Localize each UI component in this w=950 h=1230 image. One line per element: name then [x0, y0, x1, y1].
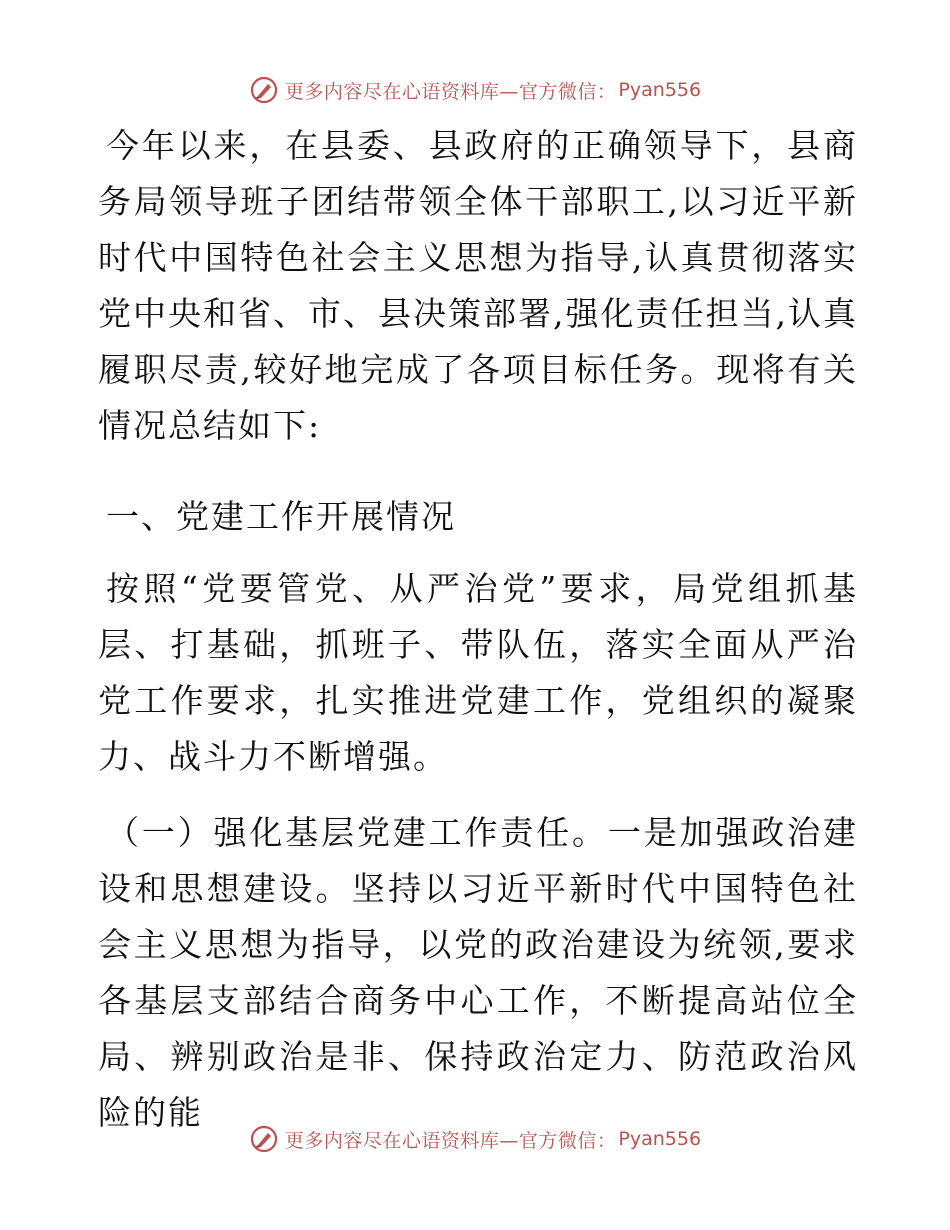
- section-heading-party-building: 一、党建工作开展情况: [106, 497, 456, 536]
- watermark-wechat-id: Pyan556: [618, 79, 702, 101]
- watermark-text: 更多内容尽在心语资料库—官方微信：: [284, 1129, 617, 1152]
- intro-paragraph: 今年以来，在县委、县政府的正确领导下，县商务局领导班子团结带领全体干部职工,以习近平新时代中国特色社会主义思想为指导,认真贯彻落实党中央和省、市、县决策部署,强化责任担当,认真履职尽责,较好地完成了各项目标任务。现将有关情况总结如下:: [98, 126, 858, 445]
- pen-logo-icon: [249, 1124, 279, 1154]
- watermark-footer: [0, 1119, 950, 1159]
- party-building-paragraph: 按照“党要管党、从严治党”要求，局党组抓基层、打基础，抓班子、带队伍，落实全面从严治党工作要求，扎实推进党建工作，党组织的凝聚力、战斗力不断增强。: [98, 569, 858, 776]
- watermark-wechat-id: Pyan556: [618, 1128, 702, 1150]
- pen-logo-icon: [249, 75, 279, 105]
- watermark-text: 更多内容尽在心语资料库—官方微信：: [284, 80, 617, 103]
- watermark-header: [0, 70, 950, 110]
- subsection-paragraph-1: （一）强化基层党建工作责任。一是加强政治建设和思想建设。坚持以习近平新时代中国特色社会主义思想为指导，以党的政治建设为统领,要求各基层支部结合商务中心工作，不断提高站位全局、辨别政治是非、保持政治定力、防范政治风险的能: [98, 813, 858, 1132]
